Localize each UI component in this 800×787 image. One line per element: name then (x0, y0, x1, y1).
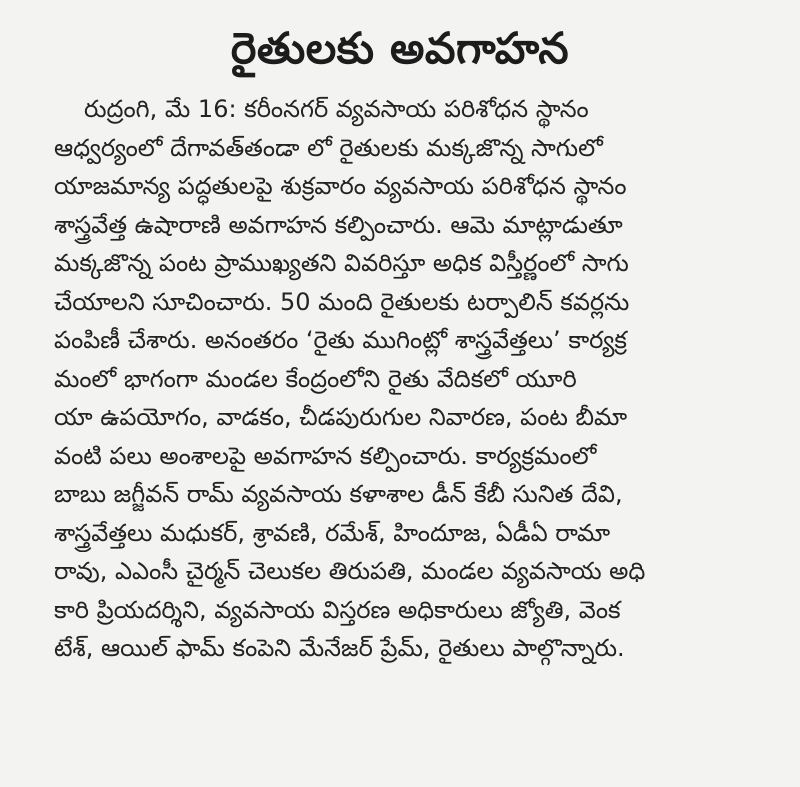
article-line: రావు, ఎఎంసీ చైర్మన్ చెలుకల తిరుపతి, మండల వ్యవసాయ అధి (54, 557, 646, 585)
article-line: బాబు జగ్జీవన్ రామ్ వ్యవసాయ కళాశాల డీన్ కేబీ సునిత దేవి, (54, 480, 623, 508)
article-line: రుద్రంగి, మే 16: కరీంనగర్ వ్యవసాయ పరిశోధన స్థానం (84, 95, 589, 123)
article-line: శాస్త్రవేత్తలు మధుకర్, శ్రావణి, రమేశ్, హిందూజ, ఏడీఏ రామా (54, 518, 611, 547)
article-line: యాజమాన్య పద్ధతులపై శుక్రవారం వ్యవసాయ పరిశోధన స్థానం (54, 172, 627, 200)
article-line: ఆధ్వర్యంలో దేగావత్‌తండా లో రైతులకు మక్కజొన్న సాగులో (54, 133, 603, 162)
article-line: మంలో భాగంగా మండల కేంద్రంలోని రైతు వేదికలో యూరి (54, 364, 577, 393)
article-line: టేశ్, ఆయిల్ ఫామ్ కంపెని మేనేజర్ ప్రేమ్, రైతులు పాల్గొన్నారు. (54, 634, 625, 662)
article-line: యా ఉపయోగం, వాడకం, చీడపురుగుల నివారణ, పంట బీమా (54, 403, 628, 431)
article-line: చేయాలని సూచించారు. 50 మంది రైతులకు టర్పాలిన్ కవర్లను (54, 287, 630, 316)
article-line: వంటి పలు అంశాలపై అవగాహన కల్పించారు. కార్యక్రమంలో (54, 441, 597, 470)
article-line: శాస్త్రవేత్త ఉషారాణి అవగాహన కల్పించారు. ఆమె మాట్లాడుతూ (54, 210, 623, 239)
article-line: పంపిణీ చేశారు. అనంతరం ‘రైతు ముగింట్లో శాస్త్రవేత్తలు’ కార్యక్ర (54, 326, 627, 354)
article-body (54, 90, 774, 668)
article-line: కారి ప్రియదర్శిని, వ్యవసాయ విస్తరణ అధికారులు జ్యోతి, వెంక (54, 595, 621, 624)
article-line: మక్కజొన్న పంట ప్రాముఖ్యతని వివరిస్తూ అధిక విస్తీర్ణంలో సాగు (54, 249, 629, 277)
previous-article-cutoff (120, 0, 640, 8)
headline: రైతులకు అవగాహన (230, 24, 570, 74)
